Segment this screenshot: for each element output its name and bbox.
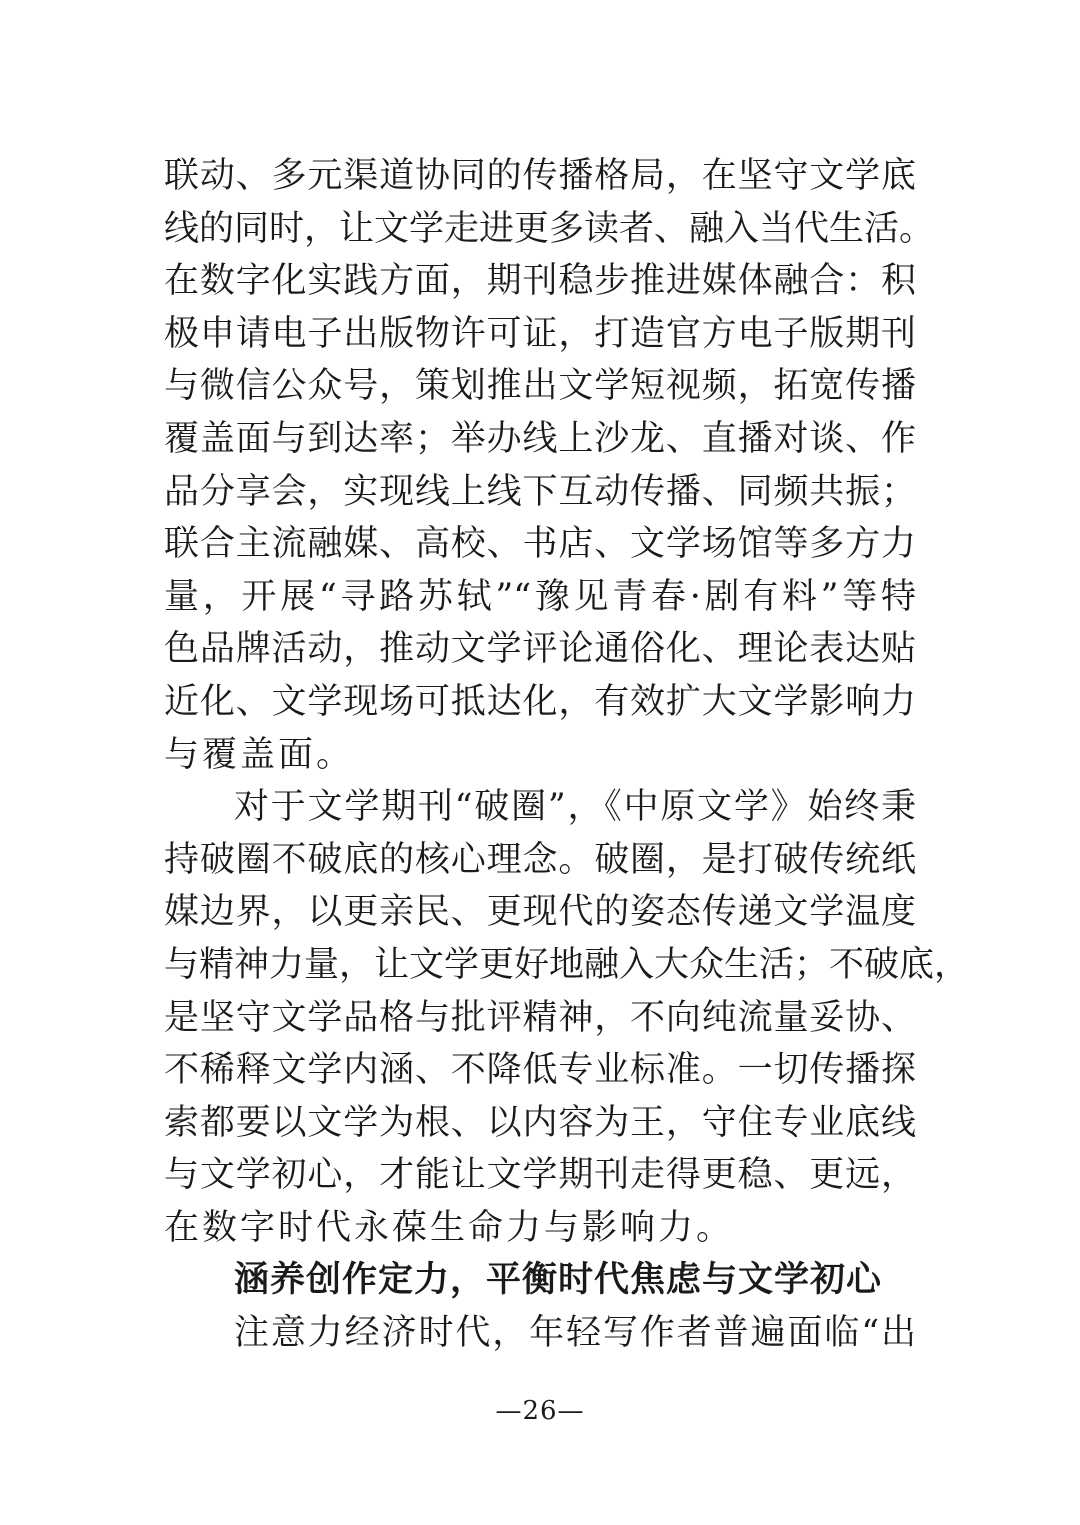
body-text — [164, 150, 970, 1360]
text-line: 与文学初心，才能让文学期刊走得更稳、更远， — [164, 1155, 916, 1196]
text-line: 覆盖面与到达率；举办线上沙龙、直播对谈、作 — [164, 418, 916, 459]
text-line: 量，开展“寻路苏轼”“豫见青春·剧有料”等特 — [164, 576, 916, 617]
text-line: 在数字时代永葆生命力与影响力。 — [164, 1207, 735, 1248]
text-line: 与精神力量，让文学更好地融入大众生活；不破底， — [164, 944, 970, 985]
page-number: —26— — [495, 1396, 585, 1426]
section-heading: 涵养创作定力，平衡时代焦虑与文学初心 — [234, 1260, 883, 1301]
text-line: 品分享会，实现线上线下互动传播、同频共振； — [164, 471, 916, 512]
text-line: 联动、多元渠道协同的传播格局，在坚守文学底 — [164, 156, 916, 196]
paragraph-first-line: 注意力经济时代，年轻写作者普遍面临“出 — [234, 1313, 916, 1354]
text-line: 不稀释文学内涵、不降低专业标准。一切传播探 — [164, 1050, 916, 1091]
text-line: 索都要以文学为根、以内容为王，守住专业底线 — [164, 1102, 916, 1143]
text-line: 色品牌活动，推动文学评论通俗化、理论表达贴 — [164, 629, 916, 670]
text-line: 与覆盖面。 — [164, 734, 355, 775]
text-line: 极申请电子出版物许可证，打造官方电子版期刊 — [164, 313, 916, 354]
text-line: 与微信公众号，策划推出文学短视频，拓宽传播 — [164, 366, 916, 407]
text-line: 近化、文学现场可抵达化，有效扩大文学影响力 — [164, 681, 916, 722]
text-line: 在数字化实践方面，期刊稳步推进媒体融合：积 — [164, 261, 916, 302]
text-line: 联合主流融媒、高校、书店、文学场馆等多方力 — [164, 524, 916, 565]
text-line: 媒边界，以更亲民、更现代的姿态传递文学温度 — [164, 892, 916, 933]
text-line: 持破圈不破底的核心理念。破圈，是打破传统纸 — [164, 839, 916, 880]
text-line: 线的同时，让文学走进更多读者、融入当代生活。 — [164, 208, 935, 249]
paragraph-first-line: 对于文学期刊“破圈”，《中原文学》始终秉 — [234, 787, 916, 828]
text-line: 是坚守文学品格与批评精神，不向纯流量妥协、 — [164, 997, 916, 1038]
